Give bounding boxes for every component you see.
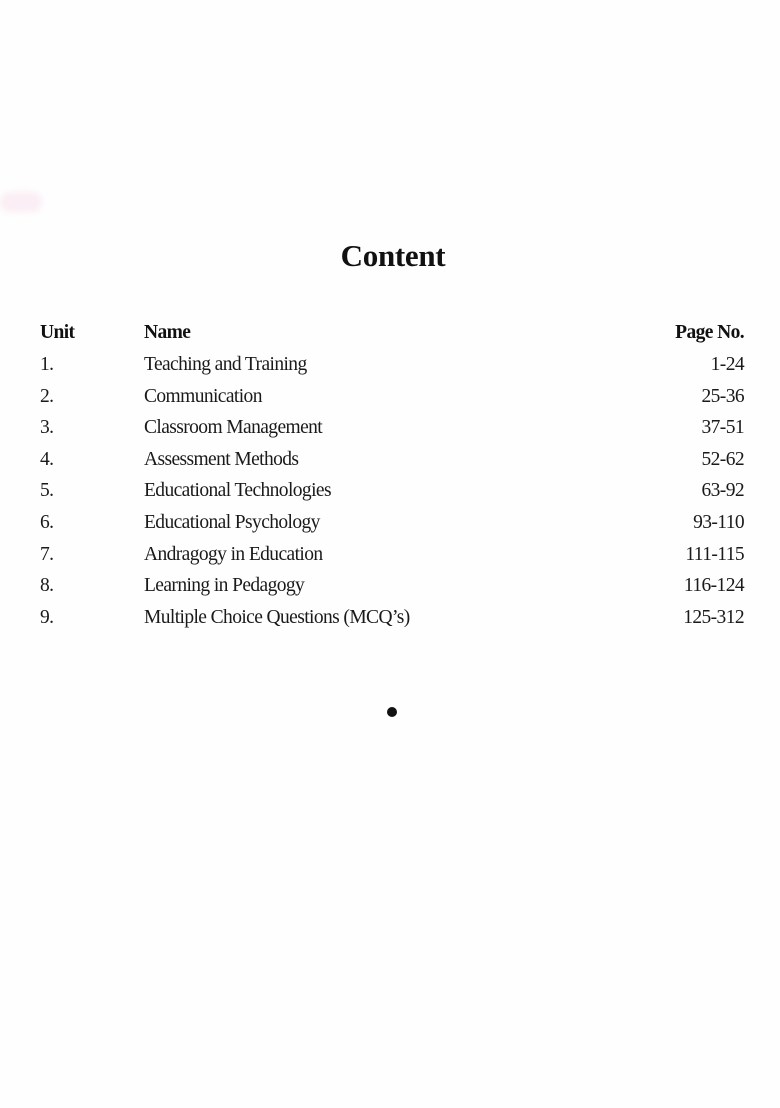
row-page: 25-36 — [701, 385, 744, 407]
row-page: 125-312 — [683, 606, 744, 628]
row-page: 116-124 — [683, 575, 744, 597]
table-row — [0, 480, 780, 510]
row-page: 37-51 — [701, 417, 744, 439]
row-name: Multiple Choice Questions (MCQ’s) — [144, 606, 410, 628]
header-unit: Unit — [40, 322, 75, 343]
row-name: Educational Psychology — [144, 512, 320, 533]
header-name: Name — [144, 322, 191, 343]
row-name: Assessment Methods — [144, 448, 299, 470]
row-page: 1-24 — [710, 354, 744, 375]
row-unit: 6. — [40, 512, 54, 533]
table-header — [0, 322, 780, 352]
row-unit: 8. — [40, 575, 54, 597]
row-page: 52-62 — [701, 448, 744, 470]
row-unit: 7. — [40, 543, 54, 565]
row-unit: 4. — [40, 448, 54, 470]
row-name: Learning in Pedagogy — [144, 575, 305, 597]
row-name: Educational Technologies — [144, 480, 331, 502]
page-title: Content — [340, 238, 446, 273]
table-row — [0, 417, 780, 447]
table-row — [0, 607, 780, 637]
table-row — [0, 449, 780, 479]
row-page: 93-110 — [693, 512, 744, 533]
row-name: Classroom Management — [144, 417, 323, 439]
row-page: 63-92 — [701, 480, 744, 502]
table-row — [0, 544, 780, 574]
row-unit: 2. — [40, 385, 54, 407]
scan-smudge — [0, 192, 42, 212]
table-row — [0, 354, 780, 384]
bullet-dot — [387, 707, 397, 717]
row-name: Teaching and Training — [144, 354, 307, 375]
row-unit: 9. — [40, 606, 54, 628]
row-unit: 1. — [40, 354, 54, 375]
row-name: Communication — [144, 385, 262, 407]
row-unit: 5. — [40, 480, 54, 502]
row-name: Andragogy in Education — [144, 543, 323, 565]
table-row — [0, 386, 780, 416]
table-row — [0, 512, 780, 542]
table-row — [0, 575, 780, 605]
row-page: 111-115 — [685, 543, 744, 565]
row-unit: 3. — [40, 417, 54, 439]
header-page: Page No. — [675, 322, 744, 343]
